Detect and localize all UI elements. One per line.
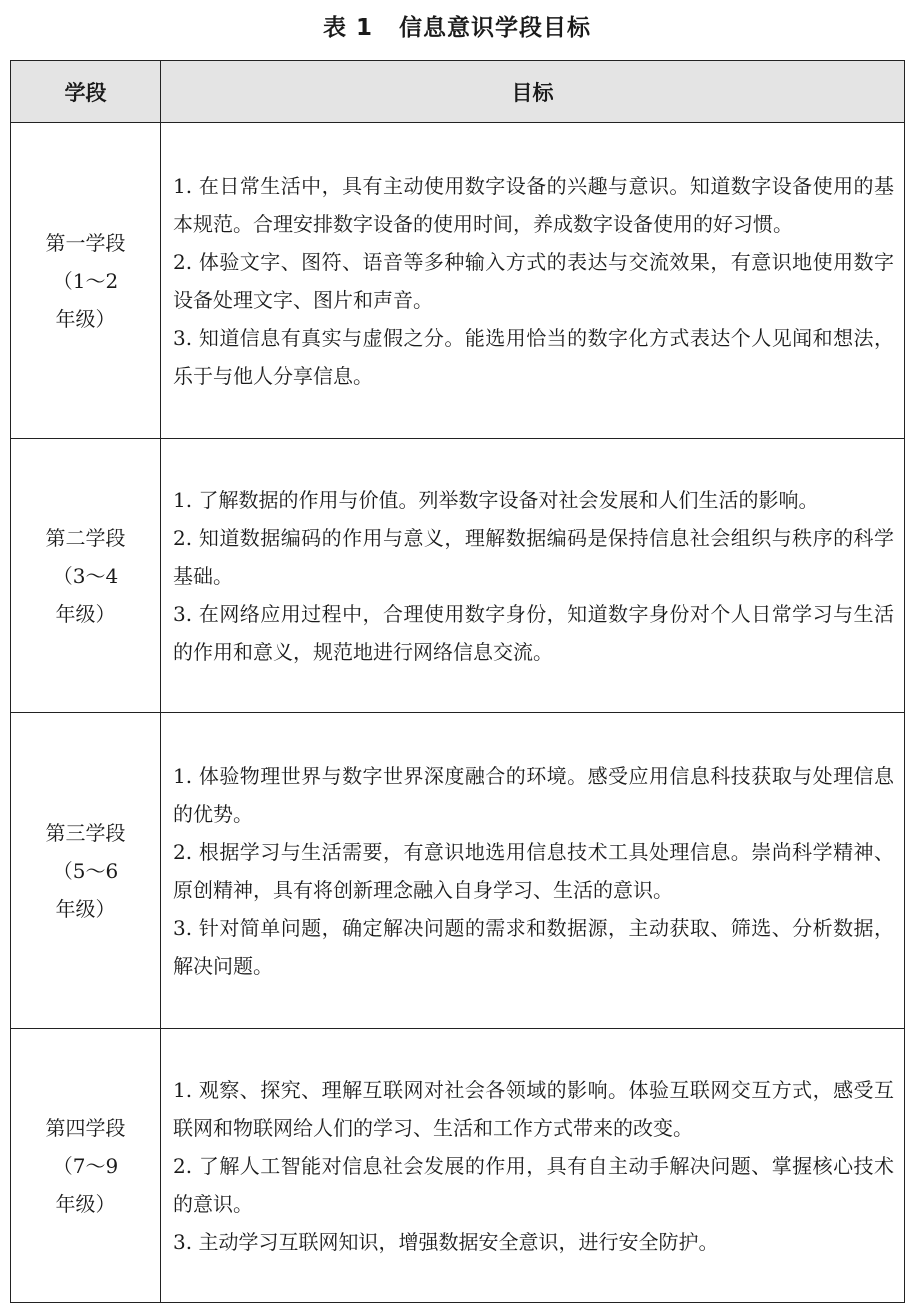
table-row (11, 713, 905, 1029)
stage-name: 第一学段 (45, 230, 126, 255)
goals-table (10, 60, 905, 1303)
goal-item: 2. 体验文字、图符、语音等多种输入方式的表达与交流效果，有意识地使用数字设备处理文字、图片和声音。 (173, 249, 894, 312)
grade-range: （7～9 (52, 1153, 119, 1178)
grade-suffix: 年级） (55, 306, 116, 331)
goal-item: 1. 体验物理世界与数字世界深度融合的环境。感受应用信息科技获取与处理信息的优势。 (173, 763, 894, 826)
table-number: 表 1 (322, 15, 373, 41)
table-row (11, 1029, 905, 1303)
stage-name: 第四学段 (45, 1115, 126, 1140)
stage-name: 第三学段 (45, 820, 126, 845)
stage-cell (11, 123, 161, 439)
goals-cell (161, 1029, 905, 1303)
stage-cell (11, 713, 161, 1029)
goal-item: 2. 了解人工智能对信息社会发展的作用，具有自主动手解决问题、掌握核心技术的意识。 (173, 1153, 894, 1216)
goal-item: 2. 知道数据编码的作用与意义，理解数据编码是保持信息社会组织与秩序的科学基础。 (173, 525, 894, 588)
goal-item: 1. 了解数据的作用与价值。列举数字设备对社会发展和人们生活的影响。 (173, 487, 819, 512)
grade-suffix: 年级） (55, 1191, 116, 1216)
goals-cell (161, 123, 905, 439)
header-row (11, 61, 905, 123)
table-row (11, 439, 905, 713)
grade-suffix: 年级） (55, 601, 116, 626)
header-goals: 目标 (161, 61, 905, 123)
goal-item: 1. 在日常生活中，具有主动使用数字设备的兴趣与意识。知道数字设备使用的基本规范。合理安排数字设备的使用时间，养成数字设备使用的好习惯。 (173, 173, 894, 236)
stage-name: 第二学段 (45, 525, 126, 550)
table-row (11, 123, 905, 439)
grade-range: （3～4 (52, 563, 119, 588)
table-title (0, 8, 914, 48)
stage-cell (11, 439, 161, 713)
goal-item: 2. 根据学习与生活需要，有意识地选用信息技术工具处理信息。崇尚科学精神、原创精神，具有将创新理念融入自身学习、生活的意识。 (173, 839, 894, 902)
grade-range: （1～2 (52, 268, 119, 293)
grade-range: （5～6 (52, 858, 119, 883)
goal-item: 3. 主动学习互联网知识，增强数据安全意识，进行安全防护。 (173, 1229, 719, 1254)
goal-item: 3. 在网络应用过程中，合理使用数字身份，知道数字身份对个人日常学习与生活的作用和意义，规范地进行网络信息交流。 (173, 601, 894, 664)
header-stage: 学段 (11, 61, 161, 123)
table-caption: 信息意识学段目标 (399, 15, 591, 41)
goals-cell (161, 439, 905, 713)
goals-cell (161, 713, 905, 1029)
stage-cell (11, 1029, 161, 1303)
goal-item: 3. 知道信息有真实与虚假之分。能选用恰当的数字化方式表达个人见闻和想法，乐于与他人分享信息。 (173, 325, 894, 388)
goal-item: 3. 针对简单问题，确定解决问题的需求和数据源，主动获取、筛选、分析数据，解决问题。 (173, 915, 894, 978)
grade-suffix: 年级） (55, 896, 116, 921)
goal-item: 1. 观察、探究、理解互联网对社会各领域的影响。体验互联网交互方式，感受互联网和物联网给人们的学习、生活和工作方式带来的改变。 (173, 1077, 894, 1140)
